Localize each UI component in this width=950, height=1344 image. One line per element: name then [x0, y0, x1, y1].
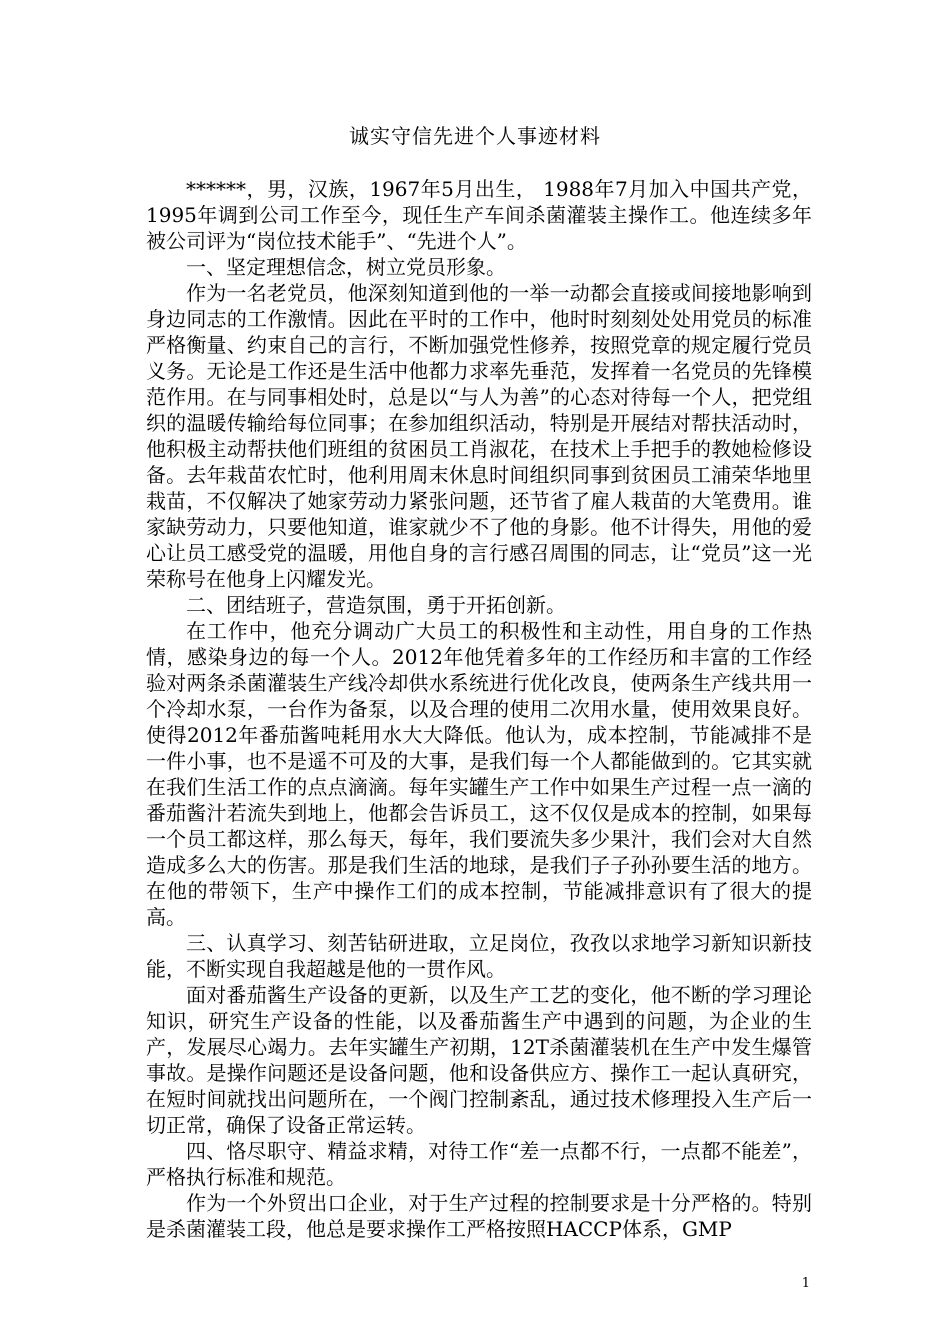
section-heading-2: 二、团结班子，营造氛围，勇于开拓创新。: [186, 593, 566, 617]
document-body: [146, 176, 812, 1242]
paragraph-intro: ******，男，汉族，1967年5月出生， 1988年7月加入中国共产党， 1995年调到公司工作至今，现任生产车间杀菌灌装主操作工。他连续多年被公司评为“岗位技术能手”、“先进个人”。: [146, 177, 812, 253]
section-heading-4: 四、恪尽职守、精益求精，对待工作“差一点都不行，一点都不能差”，严格执行标准和规范。: [146, 1139, 812, 1189]
paragraph-section-3: 面对番茄酱生产设备的更新，以及生产工艺的变化，他不断的学习理论知识，研究生产设备的性能，以及番茄酱生产中遇到的问题，为企业的生产，发展尽心竭力。去年实罐生产初期，12T杀菌灌装机在生产中发生爆管事故。是操作问题还是设备问题，他和设备供应方、操作工一起认真研究，在短时间就找出问题所在，一个阀门控制紊乱，通过技术修理投入生产后一切正常，确保了设备正常运转。: [146, 983, 812, 1137]
document-title: 诚实守信先进个人事迹材料: [349, 124, 601, 148]
section-heading-3: 三、认真学习、刻苦钻研进取，立足岗位，孜孜以求地学习新知识新技能，不断实现自我超越是他的一贯作风。: [146, 931, 812, 981]
paragraph-section-4: 作为一个外贸出口企业，对于生产过程的控制要求是十分严格的。特别是杀菌灌装工段，他总是要求操作工严格按照HACCP体系，GMP: [146, 1191, 812, 1241]
paragraph-section-1: 作为一名老党员，他深刻知道到他的一举一动都会直接或间接地影响到身边同志的工作激情。因此在平时的工作中，他时时刻刻处处用党员的标准严格衡量、约束自己的言行，不断加强党性修养，按照党章的规定履行党员义务。无论是工作还是生活中他都力求率先垂范，发挥着一名党员的先锋模范作用。在与同事相处时，总是以“与人为善”的心态对待每一个人，把党组织的温暖传输给每位同事；在参加组织活动，特别是开展结对帮扶活动时，他积极主动帮扶他们班组的贫困员工肖淑花，在技术上手把手的教她检修设备。去年栽苗农忙时，他利用周末休息时间组织同事到贫困员工浦荣华地里栽苗，不仅解决了她家劳动力紧张问题，还节省了雇人栽苗的大笔费用。谁家缺劳动力，只要他知道，谁家就少不了他的身影。他不计得失，用他的爱心让员工感受党的温暖，用他自身的言行感召周围的同志，让“党员”这一光荣称号在他身上闪耀发光。: [146, 281, 812, 591]
section-heading-1: 一、坚定理想信念，树立党员形象。: [186, 255, 506, 279]
page-number: 1: [801, 1276, 810, 1291]
paragraph-section-2: 在工作中，他充分调动广大员工的积极性和主动性，用自身的工作热情，感染身边的每一个人。2012年他凭着多年的工作经历和丰富的工作经验对两条杀菌灌装生产线冷却供水系统进行优化改良，使两条生产线共用一个冷却水泵，一台作为备泵，以及合理的使用二次用水量，使用效果良好。使得2012年番茄酱吨耗用水大大降低。他认为，成本控制，节能减排不是一件小事，也不是遥不可及的大事，是我们每一个人都能做到的。它其实就在我们生活工作的点点滴滴。每年实罐生产工作中如果生产过程一点一滴的番茄酱汁若流失到地上，他都会告诉员工，这不仅仅是成本的控制，如果每一个员工都这样，那么每天，每年，我们要流失多少果汁，我们会对大自然造成多么大的伤害。那是我们生活的地球，是我们子子孙孙要生活的地方。在他的带领下，生产中操作工们的成本控制，节能减排意识有了很大的提高。: [146, 619, 812, 929]
